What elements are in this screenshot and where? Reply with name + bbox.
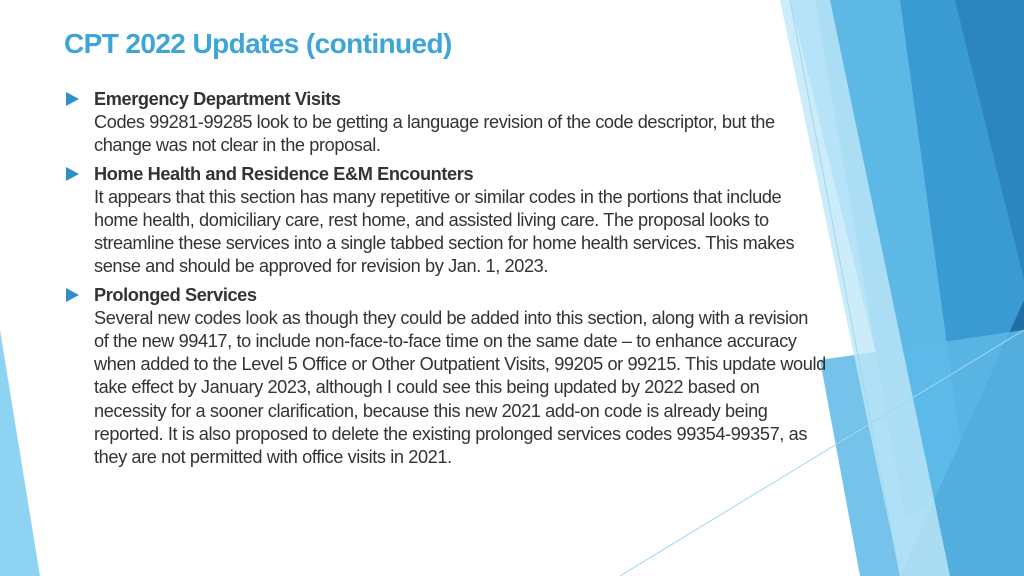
bullet-body: Codes 99281-99285 look to be getting a language revision of the code descriptor, but the change was not clear in the proposal. [94,112,775,156]
bullet-body: Several new codes look as though they could be added into this section, along with a revision of the new 99417, to include non-face-to-face time on the same date – to enhance accuracy when added to the Level 5 Office or Other Outpatient Visits, 99205 or 99215. This update would take effect by January 2023, although I could see this being updated by 2022 based on necessity for a sooner clarification, because this new 2021 add-on code is already being reported. It is also proposed to delete the existing prolonged services codes 99354-99357, as they are not permitted with office visits in 2021. [94,307,826,468]
bullet-item [66,88,826,158]
bullet-item [66,163,826,279]
arrow-bullet-icon [66,288,79,302]
slide-title: CPT 2022 Updates (continued) [64,28,452,59]
bullet-body: It appears that this section has many repetitive or similar codes in the portions that include home health, domiciliary care, rest home, and assisted living care. The proposal looks to streamline these services into a single tabbed section for home health services. This makes sense and should be approved for revision by Jan. 1, 2023. [94,186,795,277]
arrow-bullet-icon [66,92,79,106]
left-accent-triangle [0,330,40,576]
bullet-heading: Home Health and Residence E&M Encounters [94,163,474,184]
bullet-list [66,88,826,474]
bullet-heading: Prolonged Services [94,284,257,305]
bullet-heading: Emergency Department Visits [94,89,341,109]
bullet-item [66,284,826,470]
arrow-bullet-icon [66,167,79,181]
